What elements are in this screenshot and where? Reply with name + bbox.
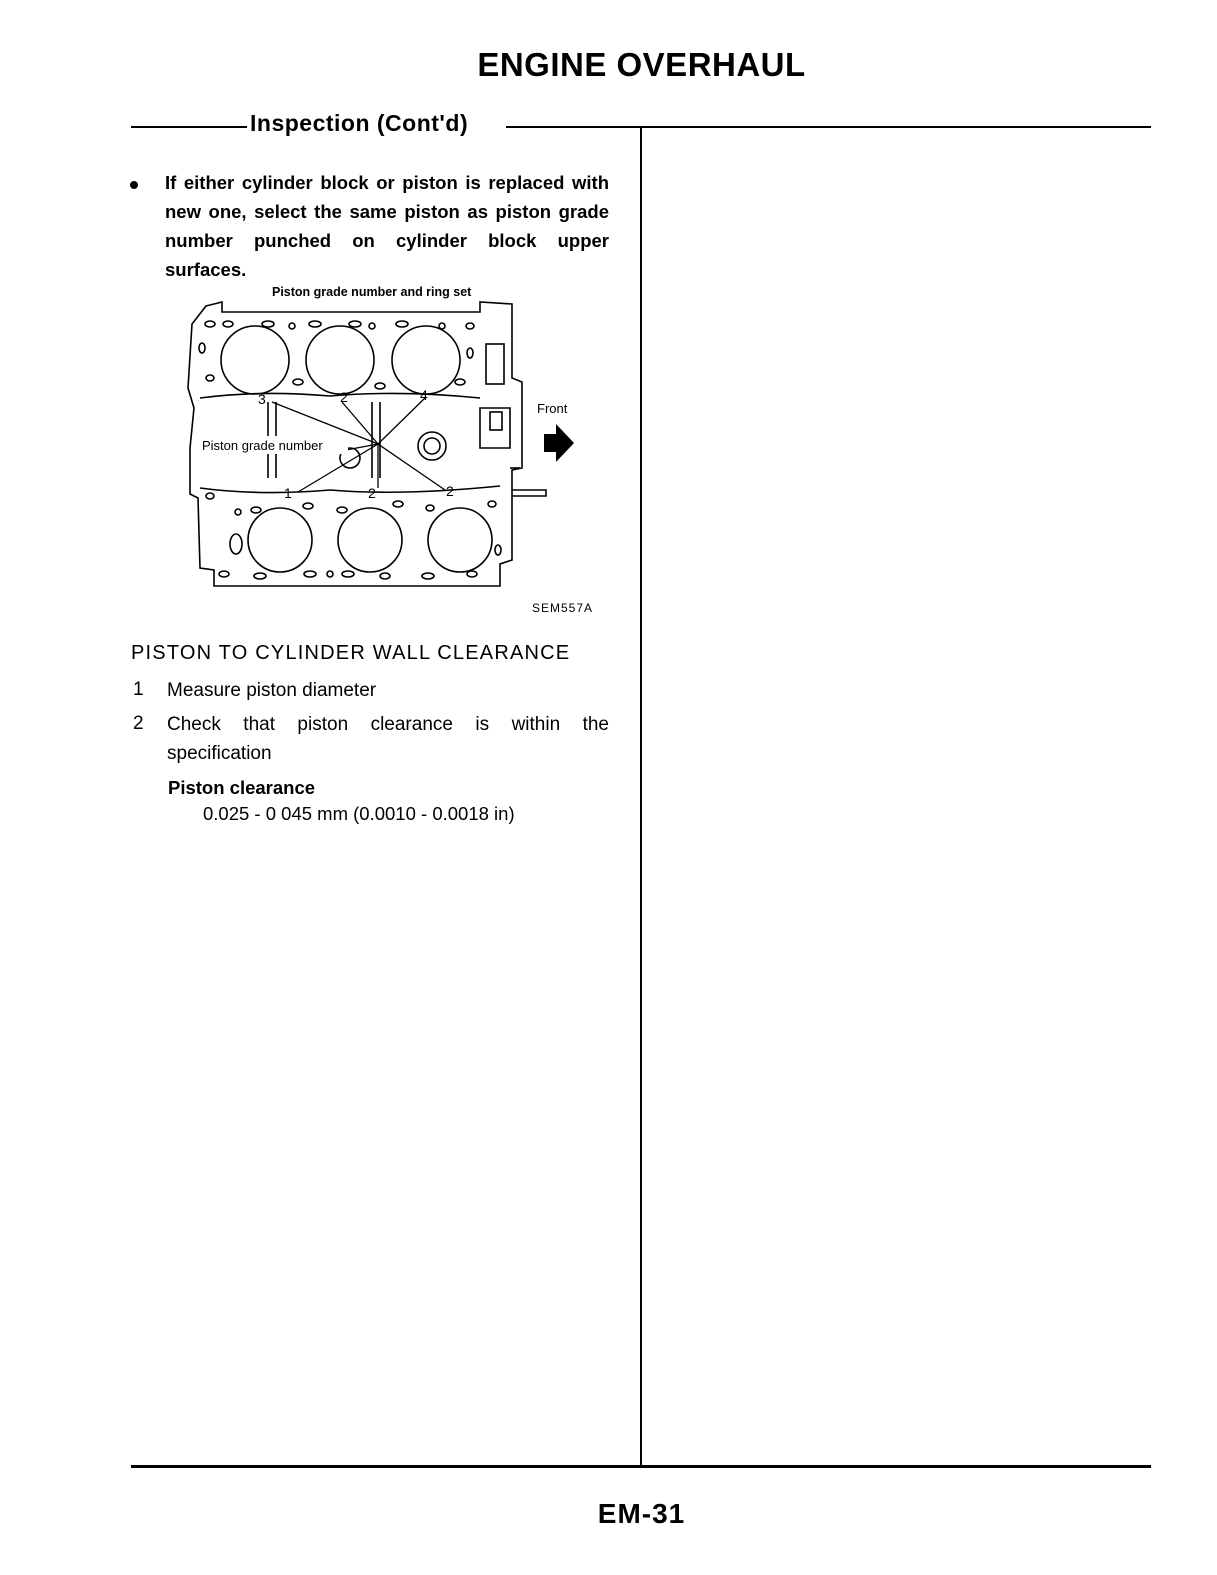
figure-caption: Piston grade number and ring set [272,285,472,299]
bore-top-left [221,326,289,394]
step-text: Check that piston clearance is within the specification [167,714,609,764]
front-label: Front [537,401,568,416]
bore-top-mid [306,326,374,394]
section-rule-left [131,126,247,128]
bore-bottom-mid [338,508,402,572]
grade-number-4: 4 [420,387,428,403]
grade-number-2-mid: 2 [368,485,376,501]
grade-number-2-top: 2 [340,389,348,405]
arrow-right-icon [544,424,574,462]
grade-number-3: 3 [258,391,266,407]
bullet-text: If either cylinder block or piston is replaced with new one, select the same piston as piston grade number punched on cylinder block upper surfaces. [165,172,609,280]
bullet-dot [130,181,138,189]
spec-label: Piston clearance [168,777,316,798]
figure-code: SEM557A [532,601,594,615]
bottom-rule [131,1465,1151,1468]
column-divider [640,127,642,1467]
step-text: Measure piston diameter [167,680,377,701]
page-title: ENGINE OVERHAUL [477,46,806,83]
bore-bottom-right [428,508,492,572]
page-number: EM-31 [597,1498,686,1529]
grade-number-1: 1 [284,485,292,501]
bore-bottom-left [248,508,312,572]
cylinder-block-figure [180,298,600,598]
step-number: 1 [133,679,144,700]
section-heading: Inspection (Cont'd) [250,110,469,136]
section-rule-right [506,126,1151,128]
clearance-heading: PISTON TO CYLINDER WALL CLEARANCE [131,642,571,664]
piston-grade-label: Piston grade number [202,438,323,453]
grade-number-2-right: 2 [446,483,454,499]
bore-top-right [392,326,460,394]
spec-value: 0.025 - 0 045 mm (0.0010 - 0.0018 in) [203,803,515,824]
step-number: 2 [133,713,144,734]
